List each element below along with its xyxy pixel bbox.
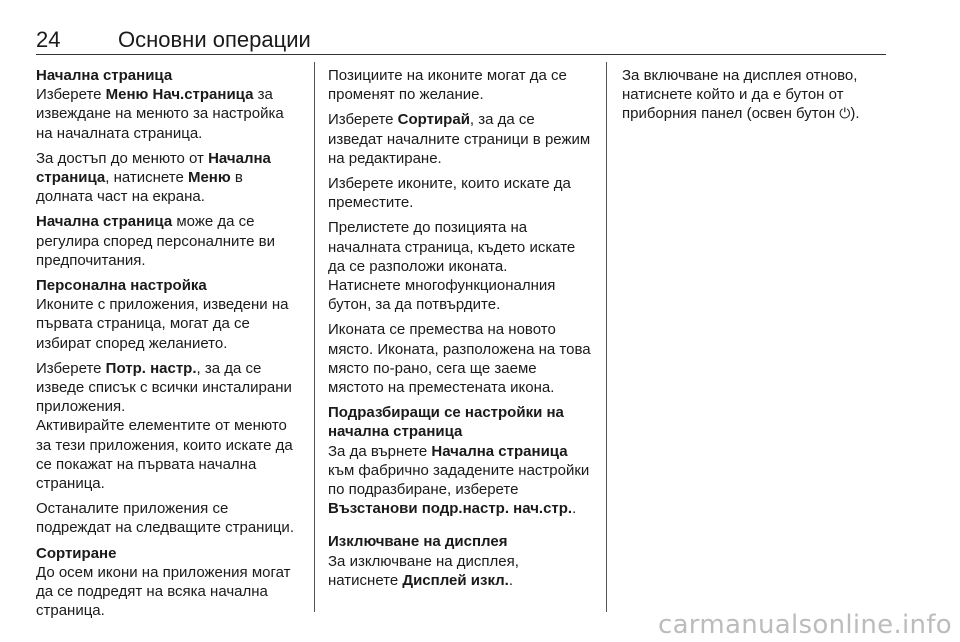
text: . <box>572 500 577 518</box>
column-divider <box>606 62 607 612</box>
paragraph <box>36 359 300 417</box>
paragraph <box>328 442 592 519</box>
text: Изберете <box>328 111 398 129</box>
heading-sorting: Сортиране <box>36 544 117 562</box>
menu-reference: Сортирай <box>397 111 470 129</box>
menu-reference: Начална страница <box>36 213 173 231</box>
watermark: carmanualsonline.info <box>657 610 952 640</box>
heading-display-off: Изключване на дисплея <box>328 533 508 551</box>
menu-reference: Начална страница <box>36 149 271 187</box>
text: , натиснете <box>105 169 188 187</box>
paragraph: Позициите на иконите могат да се променят по желание. <box>328 67 567 104</box>
column-3 <box>622 66 886 130</box>
column-2 <box>328 66 592 596</box>
heading-default-settings: Подразбиращи се настройки на начална страница <box>328 404 564 441</box>
paragraph: Прелистете до позицията на началната страница, където искате да се разположи иконата. <box>328 219 576 275</box>
text: , за да се изведе списък с всички инсталирани приложения. <box>36 359 292 416</box>
menu-reference: Начална страница <box>431 442 568 460</box>
paragraph <box>36 149 300 207</box>
paragraph: Иконата се премества на новото място. Иконата, разположена на това място по-рано, сега ще заеме мястото на преместената икона. <box>328 321 591 397</box>
text: Изберете <box>36 86 106 104</box>
text: . <box>508 571 513 589</box>
paragraph: Останалите приложения се подреждат на следващите страници. <box>36 500 294 537</box>
menu-reference: Дисплей изкл. <box>402 571 509 589</box>
text: в долната част на екрана. <box>36 169 243 206</box>
text: към фабрично зададените настройки по подразбиране, изберете <box>328 461 590 499</box>
paragraph <box>36 85 300 143</box>
heading-home-page: Начална страница <box>36 67 173 84</box>
text: Изберете <box>36 359 106 377</box>
menu-reference: Възстанови подр.настр. нач.стр. <box>328 500 573 518</box>
paragraph: Активирайте елементите от менюто за тези приложения, които искате да се покажат на първата начална страница. <box>36 417 293 493</box>
paragraph: До осем икони на приложения могат да се подредят на всяка начална страница. <box>36 563 291 620</box>
text: За включване на дисплея отново, натиснете който и да е бутон от приборния панел (освен бутон <box>622 67 858 123</box>
column-divider <box>314 62 315 612</box>
paragraph: Изберете иконите, които искате да преместите. <box>328 175 571 212</box>
page-header <box>36 26 886 54</box>
paragraph <box>36 212 300 270</box>
header-rule <box>36 54 886 55</box>
text: ). <box>850 105 860 123</box>
paragraph <box>328 110 592 168</box>
menu-reference: Меню Нач.страница <box>105 86 254 104</box>
text: За да върнете <box>328 442 432 460</box>
text: може да се регулира според персоналните ви предпочитания. <box>36 213 275 269</box>
menu-reference: Меню <box>187 169 231 187</box>
text: за извеждане на менюто за настройка на началната страница. <box>36 86 284 142</box>
paragraph <box>622 66 886 124</box>
heading-personal-setting: Персонална настройка <box>36 277 207 295</box>
text: , за да се изведат началните страници в режим на редактиране. <box>328 111 591 167</box>
page-number: 24 <box>36 27 61 52</box>
text: За достъп до менюто от <box>36 149 209 167</box>
paragraph <box>328 552 592 590</box>
menu-reference: Потр. настр. <box>105 359 197 377</box>
chapter-title: Основни операции <box>118 27 311 52</box>
column-1 <box>36 66 300 626</box>
text: За изключване на дисплея, натиснете <box>328 552 519 589</box>
paragraph: Иконите с приложения, изведени на първата страница, могат да се избират според желанието. <box>36 296 289 352</box>
paragraph: Натиснете многофункционалния бутон, за да потвърдите. <box>328 277 556 314</box>
power-icon: ⏻ <box>839 105 851 122</box>
